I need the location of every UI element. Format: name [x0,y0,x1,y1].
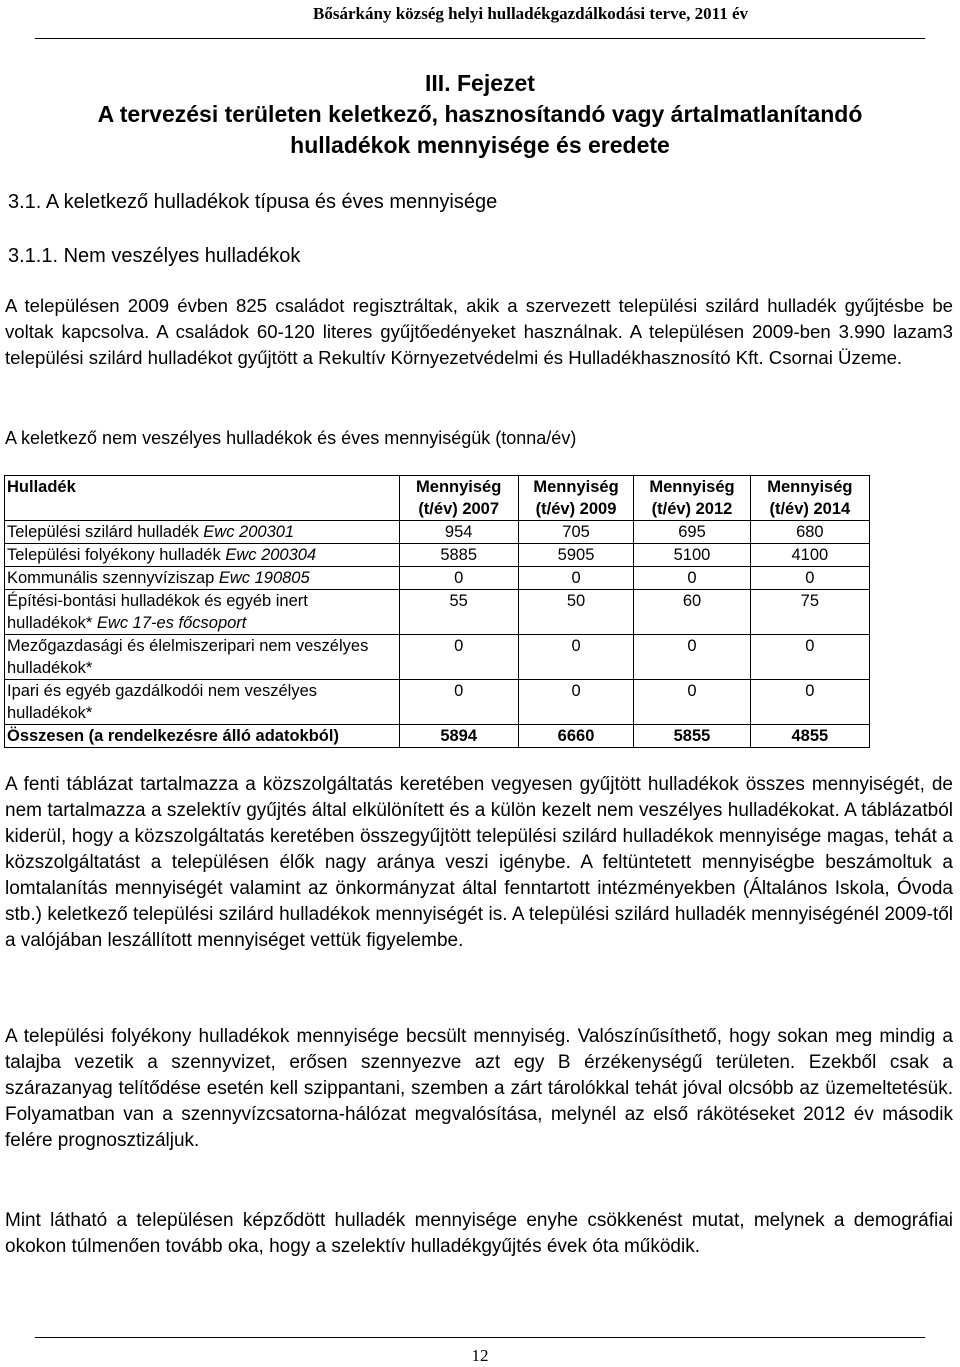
table-row [5,544,870,567]
cell-2007: 55 [399,590,518,635]
cell-2014: 0 [750,680,869,725]
cell-2007: 0 [399,680,518,725]
cell-2007: 0 [399,567,518,590]
table-row [5,590,870,635]
cell-2009: 705 [518,521,633,544]
waste-table [4,475,870,748]
section-heading: 3.1. A keletkező hulladékok típusa és éves mennyisége [8,191,498,213]
header-2012: Mennyiség (t/év) 2012 [634,476,750,521]
header-divider [35,38,925,39]
cell-2007: 5885 [399,544,518,567]
total-label: Összesen (a rendelkezésre álló adatokból) [5,725,400,748]
document-header: Bősárkány község helyi hulladékgazdálkodási terve, 2011 év [313,4,748,23]
total-2012: 5855 [634,725,750,748]
cell-2012: 0 [634,680,750,725]
row-label: Építési-bontási hulladékok és egyéb inert hulladékok* Ewc 17-es főcsoport [5,590,400,635]
intro-paragraph: A településen 2009 évben 825 családot regisztráltak, akik a szervezett települési szilárd hulladék gyűjtésbe be voltak kapcsolva. A családok 60-120 literes gyűjtőedényeket használnak. A településen 2009-ben 3.990 lazam3 települési szilárd hulladékot gyűjtött a Rekultív Környezetvédelmi és Hulladékhasznosító Kft. Csornai Üzeme. [5,295,953,368]
header-2009: Mennyiség (t/év) 2009 [518,476,633,521]
ewc-code: Ewc 190805 [218,569,310,587]
cell-2007: 0 [399,635,518,680]
cell-2012: 0 [634,635,750,680]
cell-2009: 0 [518,567,633,590]
cell-2012: 0 [634,567,750,590]
table-caption: A keletkező nem veszélyes hulladékok és éves mennyiségük (tonna/év) [5,428,577,448]
paragraph-liquid-waste: A települési folyékony hulladékok mennyisége becsült mennyiség. Valószínűsíthető, hogy sokan meg mindig a talajba vezetik a szennyvizet, erősen szennyezve azt egy B érzékenységű területen. Ezekből csak a szárazanyag telítődése esetén kell szippantani, szemben a zárt tárolókkal tehát jóval olcsóbb az üzemeltetésük. Folyamatban van a szennyvízcsatorna-hálózat megvalósítása, melynél az első rákötéseket 2012 év második felére prognosztizáljuk. [5,1026,953,1151]
cell-2014: 0 [750,567,869,590]
cell-2007: 954 [399,521,518,544]
cell-2012: 695 [634,521,750,544]
paragraph-conclusion: Mint látható a településen képződött hulladék mennyisége enyhe csökkenést mutat, melynek a demográfiai okokon túlmenően tovább oka, hogy a szelektív hulladékgyűjtés évek óta működik. [5,1210,953,1257]
paragraph-table-summary: A fenti táblázat tartalmazza a közszolgáltatás keretében vegyesen gyűjtött hulladékok összes mennyiségét, de nem tartalmazza a szelektív gyűjtés által elkülönített és a külön kezelt nem veszélyes hulladékokat. A táblázatból kiderül, hogy a közszolgáltatás keretében összegyűjtött települési szilárd hulladékok mennyisége magas, tehát a közszolgáltatást a településen élők nagy aránya veszi igénybe. A feltüntetett mennyiségbe beszámoltuk a lomtalanítás mennyiségét valamint az önkormányzat által fenntartott intézményekben (Általános Iskola, Óvoda stb.) keletkező települési szilárd hulladékok mennyiségét is. A települési szilárd hulladék mennyiségénél 2009-től a valójában leszállított mennyiséget vettük figyelembe. [5,774,953,951]
cell-2014: 0 [750,635,869,680]
table-row [5,635,870,680]
table-body [5,521,870,748]
ewc-code: Ewc 200301 [203,523,295,541]
cell-2014: 680 [750,521,869,544]
row-label: Ipari és egyéb gazdálkodói nem veszélyes hulladékok* [5,680,400,725]
cell-2009: 5905 [518,544,633,567]
row-label: Települési szilárd hulladék Ewc 200301 [5,521,400,544]
chapter-number: III. Fejezet [425,70,535,96]
page-number: 12 [471,1346,489,1365]
chapter-title-line1: A tervezési területen keletkező, hasznosítandó vagy ártalmatlanítandó [97,101,863,127]
total-2009: 6660 [518,725,633,748]
subsection-heading: 3.1.1. Nem veszélyes hulladékok [8,245,301,267]
row-label: Mezőgazdasági és élelmiszeripari nem veszélyes hulladékok* [5,635,400,680]
cell-2009: 50 [518,590,633,635]
cell-2012: 5100 [634,544,750,567]
chapter-title-line2: hulladékok mennyisége és eredete [290,132,670,158]
table-row [5,567,870,590]
chapter-title [0,68,960,161]
ewc-code: Ewc 17-es főcsoport [96,614,247,632]
ewc-code: Ewc 200304 [225,546,317,564]
table-row [5,680,870,725]
table-row [5,521,870,544]
total-2014: 4855 [750,725,869,748]
footer-divider [35,1337,925,1338]
table-total-row [5,725,870,748]
total-2007: 5894 [399,725,518,748]
cell-2014: 4100 [750,544,869,567]
row-label: Települési folyékony hulladék Ewc 200304 [5,544,400,567]
table-header-row [5,476,870,521]
cell-2014: 75 [750,590,869,635]
header-2014: Mennyiség (t/év) 2014 [750,476,869,521]
cell-2009: 0 [518,680,633,725]
cell-2012: 60 [634,590,750,635]
header-hulladek: Hulladék [5,476,400,521]
row-label: Kommunális szennyvíziszap Ewc 190805 [5,567,400,590]
cell-2009: 0 [518,635,633,680]
header-2007: Mennyiség (t/év) 2007 [399,476,518,521]
